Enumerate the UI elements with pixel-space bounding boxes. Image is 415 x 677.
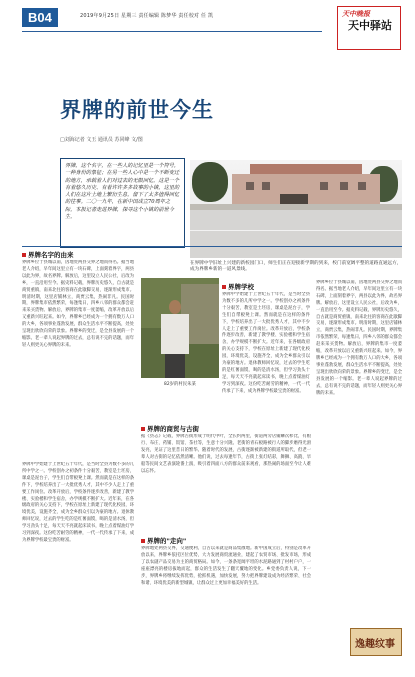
section-heading: 界牌名字的由来: [22, 250, 74, 259]
section-body: 界牌乡位于县城以南，因地处两县交界之地而得名。据当地老人介绍，早年间这里立有一块石碑，上面刻着界字，两县以此为界，故名界牌。解放后，这里设立人民公社，后改为乡，一直沿用至今。据史料记载，界牌历史悠久，自古就是商贸重镇，南来北往的客商在此歇脚交易，逐渐形成集市。明清时期，这里店铺林立，商贾云集，热闹非凡。民国时期，界牌集市依然繁荣，每逢集日，四乡八邻的群众都会赶来采买货物。解放后，界牌的集市一度萎缩，改革开放以后又重新兴旺起来。如今，界牌乡已经成为一个拥有数万人口的大乡，各项事业蓬勃发展，群众生活水平不断提高，处处呈现出欣欣向荣的景象。界牌乡的变迁，是全县发展的一个缩影。老一辈人说起界牌的过去，总有说不完的话题，而年轻人则更关心界牌的未来。: [22, 260, 134, 348]
section-body: 界牌地处两县交界，交通便利，自古以来就是商品集散地。新中国成立后，特别是改革开放以来，界牌乡依托区位优势，大力发展商贸流通业，建起了农贸市场、批发市场，形成了以农副产品交易为主的商贸格局。如今，一条条宽阔平坦的水泥路通到了村村户户，一座座漂亮的楼房拔地而起，群众的生活发生了翻天覆地的变化。乡党委负责人说，下一步，界牌乡将继续发挥优势，抢抓机遇，加快发展，努力把界牌建设成为经济繁荣、社会和谐、环境优美的新型城镇，让群众过上更加幸福美好的生活。: [141, 546, 311, 586]
main-photo: [190, 160, 402, 258]
section-divider: [22, 246, 402, 247]
article-intro: 界牌，这个名字，在一些人的记忆里是一个符号，一种身份的象征；在另一些人心中是一个不断变迁的地方，承载着人们对过去的无限回忆。这是一个有着悠久历史、有着许许多多故事的小镇，这里的人们在这片土地上繁衍生息，留下了太多值得回忆的往事。二〇一九年，在新中国成立70周年之际，本报记者走进界牌，探寻这个小镇的前世今生。: [60, 158, 185, 248]
header-rule: [22, 31, 322, 32]
page-number: B04: [22, 8, 58, 27]
badge-text: 逸趣纹事: [355, 639, 395, 650]
column-badge: [350, 628, 402, 656]
column-logo: [337, 6, 401, 50]
logo-main-text: 天中驿站: [348, 19, 392, 32]
section-body: 据《县志》记载，界牌古街形成于明代中叶，全长约两里，街道两旁店铺鳞次栉比，有粮行、布庄、药铺、饭馆、茶社等，生意十分兴隆。老街的青石板路被行人的脚步磨得光滑发亮，见证了这里昔日的繁华。随着时代的发展，古街逐渐被新建的街道所取代，但老一辈人对古街的记忆依然清晰。他们说，过去每逢年节，古街上张灯结彩，舞狮、高跷、旱船等民间文艺表演轮番上演，吸引着四面八方的群众前来观看，那热闹的场面至今让人难以忘怀。: [141, 434, 311, 474]
section-heading: 界牌的商贸与古街: [141, 424, 199, 433]
section-body: 界牌乡位于县城以南，因地处两县交界之地而得名。据当地老人介绍，早年间这里立有一块石碑，上面刻着界字，两县以此为界，故名界牌。解放后，这里设立人民公社，后改为乡，一直沿用至今。据史料记载，界牌历史悠久，自古就是商贸重镇，南来北往的客商在此歇脚交易，逐渐形成集市。明清时期，这里店铺林立，商贾云集，热闹非凡。民国时期，界牌集市依然繁荣，每逢集日，四乡八邻的群众都会赶来采买货物。解放后，界牌的集市一度萎缩，改革开放以后又重新兴旺起来。如今，界牌乡已经成为一个拥有数万人口的大乡，各项事业蓬勃发展，群众生活水平不断提高，处处呈现出欣欣向荣的景象。界牌乡的变迁，是全县发展的一个缩影。老一辈人说起界牌的过去，总有说不完的话题，而年轻人则更关心界牌的未来。: [316, 280, 402, 396]
article-byline: □刘海记者 文玉 通讯员 苏同峰 文/图: [60, 137, 143, 143]
main-photo-caption: 在界牌中学旧址上兴建的新校园门口，师生们正在迎接新学期的到来，校门前宽阔平整的道路直通远方，成为界牌乡新的一道风景线。: [190, 261, 402, 272]
page-header: [0, 0, 415, 38]
villager-photo-caption: 82岁的村民朱某: [164, 382, 196, 387]
section-heading: 界牌的"走向": [141, 536, 186, 545]
article-headline: 界牌的前世今生: [60, 97, 214, 122]
villager-photo: [141, 278, 219, 378]
section-heading: 界牌学校: [222, 282, 254, 291]
section-body: 界牌中学始建于上世纪五十年代，是当时全县为数不多的几所中学之一。学校创办之初条件十分艰苦，教室是土坯房，课桌是泥台子，学生们自带板凳上课。然而就是在这样的条件下，学校培养出了一大批优秀人才，其中不少人走上了重要工作岗位。改革开放后，学校条件逐步改善，新建了教学楼、实验楼和学生宿舍，办学规模不断扩大。近年来，在各级政府的关心支持下，学校在原址上新建了现代化校园，环境优美，设施齐全，成为全乡群众引以为豪的地方。退休教师回忆说，过去的学生吃的是红薯面馍，喝的是清水汤，但学习劲头十足，每天天不亮就起床读书，晚上点着煤油灯学习到深夜。这份吃苦耐劳的精神，一代一代传承了下来，成为界牌学校最宝贵的财富。: [22, 462, 134, 543]
section-body: 界牌中学始建于上世纪五十年代，是当时全县为数不多的几所中学之一。学校创办之初条件十分艰苦，教室是土坯房，课桌是泥台子，学生们自带板凳上课。然而就是在这样的条件下，学校培养出了一大批优秀人才，其中不少人走上了重要工作岗位。改革开放后，学校条件逐步改善，新建了教学楼、实验楼和学生宿舍，办学规模不断扩大。近年来，在各级政府的关心支持下，学校在原址上新建了现代化校园，环境优美，设施齐全，成为全乡群众引以为豪的地方。退休教师回忆说，过去的学生吃的是红薯面馍，喝的是清水汤，但学习劲头十足，每天天不亮就起床读书，晚上点着煤油灯学习到深夜。这份吃苦耐劳的精神，一代一代传承了下来，成为界牌学校最宝贵的财富。: [222, 292, 310, 394]
logo-top-text: 天中晚报: [342, 10, 370, 18]
edition-info: 2019年9月25日 星期三 责任编辑 陈梦华 责任校对 任 凯: [80, 13, 214, 19]
